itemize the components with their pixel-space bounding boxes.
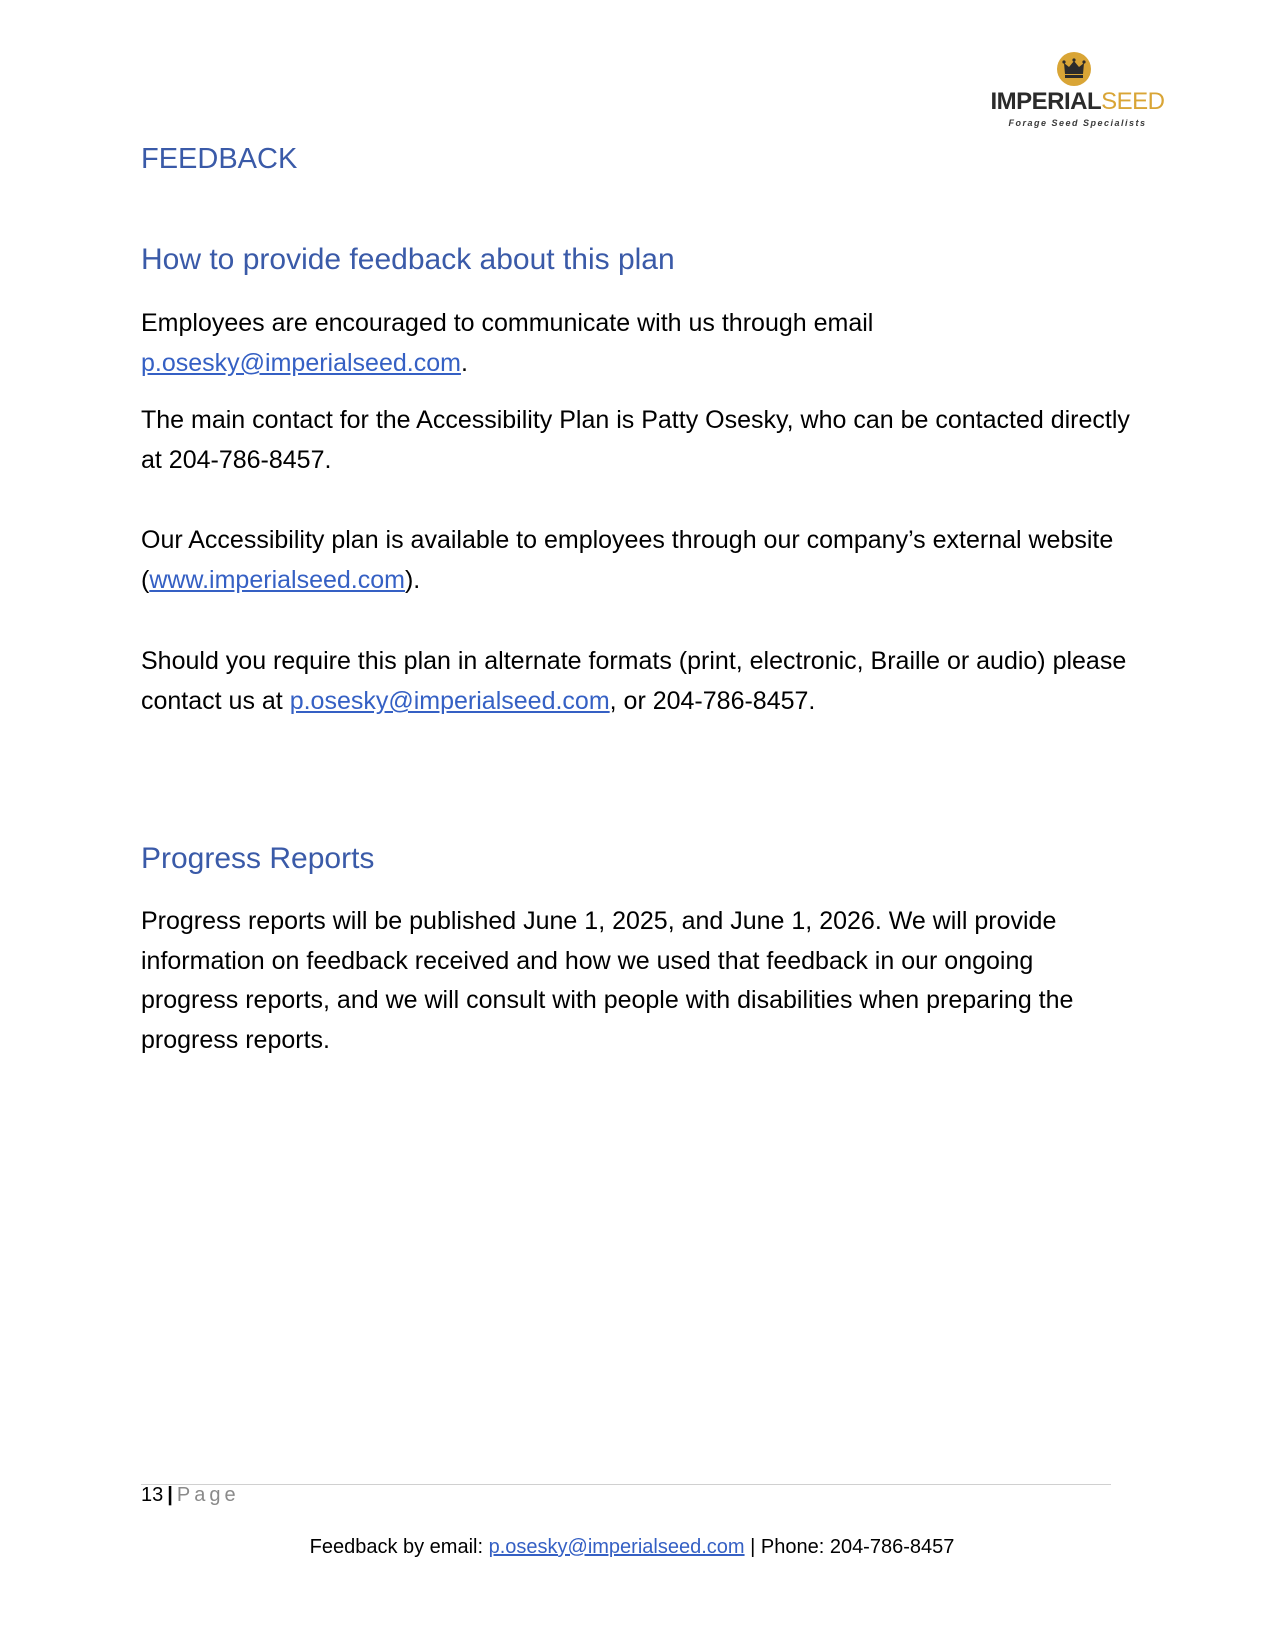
paragraph-text: . [460, 349, 468, 377]
page-separator: | [167, 1484, 173, 1506]
company-logo [985, 50, 1170, 130]
logo-wordmark [985, 88, 1170, 116]
paragraph-email-contact [141, 303, 1131, 383]
section-title-feedback: How to provide feedback about this plan [141, 243, 675, 276]
page-label: Page [176, 1484, 240, 1506]
footer-contact-suffix: | Phone: 204-786-8457 [744, 1536, 955, 1558]
website-link[interactable]: www.imperialseed.com [149, 566, 405, 594]
email-link[interactable]: p.osesky@imperialseed.com [289, 687, 610, 715]
footer-contact-prefix: Feedback by email: [309, 1536, 489, 1558]
footer-divider [141, 1484, 1111, 1485]
paragraph-alternate-formats [141, 641, 1131, 721]
paragraph-text: Should you require this plan in alternate formats (print, electronic, Braille or audio) please contact us at [141, 647, 1127, 715]
paragraph-text: ). [404, 566, 421, 594]
paragraph-main-contact: The main contact for the Accessibility Plan is Patty Osesky, who can be contacted directly at 204-786-8457. [141, 406, 1130, 474]
paragraph-text: Employees are encouraged to communicate with us through email [141, 309, 874, 337]
page-number [141, 1482, 240, 1508]
section-title-progress-reports: Progress Reports [141, 842, 375, 875]
logo-word-imperial: IMPERIAL [990, 88, 1102, 115]
page-number-value: 13 [141, 1484, 164, 1506]
paragraph-website [141, 520, 1131, 600]
email-link[interactable]: p.osesky@imperialseed.com [141, 349, 461, 377]
paragraph-text: Our Accessibility plan is available to employees through our company’s external website ( [141, 526, 1114, 594]
footer-contact [0, 1534, 1264, 1560]
crown-icon [1056, 51, 1092, 87]
logo-word-seed: SEED [1101, 88, 1165, 115]
footer-email-link[interactable]: p.osesky@imperialseed.com [488, 1536, 745, 1558]
paragraph-text: , or 204-786-8457. [609, 687, 816, 715]
logo-tagline: Forage Seed Specialists [1008, 118, 1147, 128]
paragraph-progress-reports: Progress reports will be published June 1, 2025, and June 1, 2026. We will provide information on feedback received and how we used that feedback in our ongoing progress reports, and we will consult with people with disabilities when preparing the progress reports. [141, 907, 1074, 1054]
page-heading: FEEDBACK [141, 143, 298, 175]
